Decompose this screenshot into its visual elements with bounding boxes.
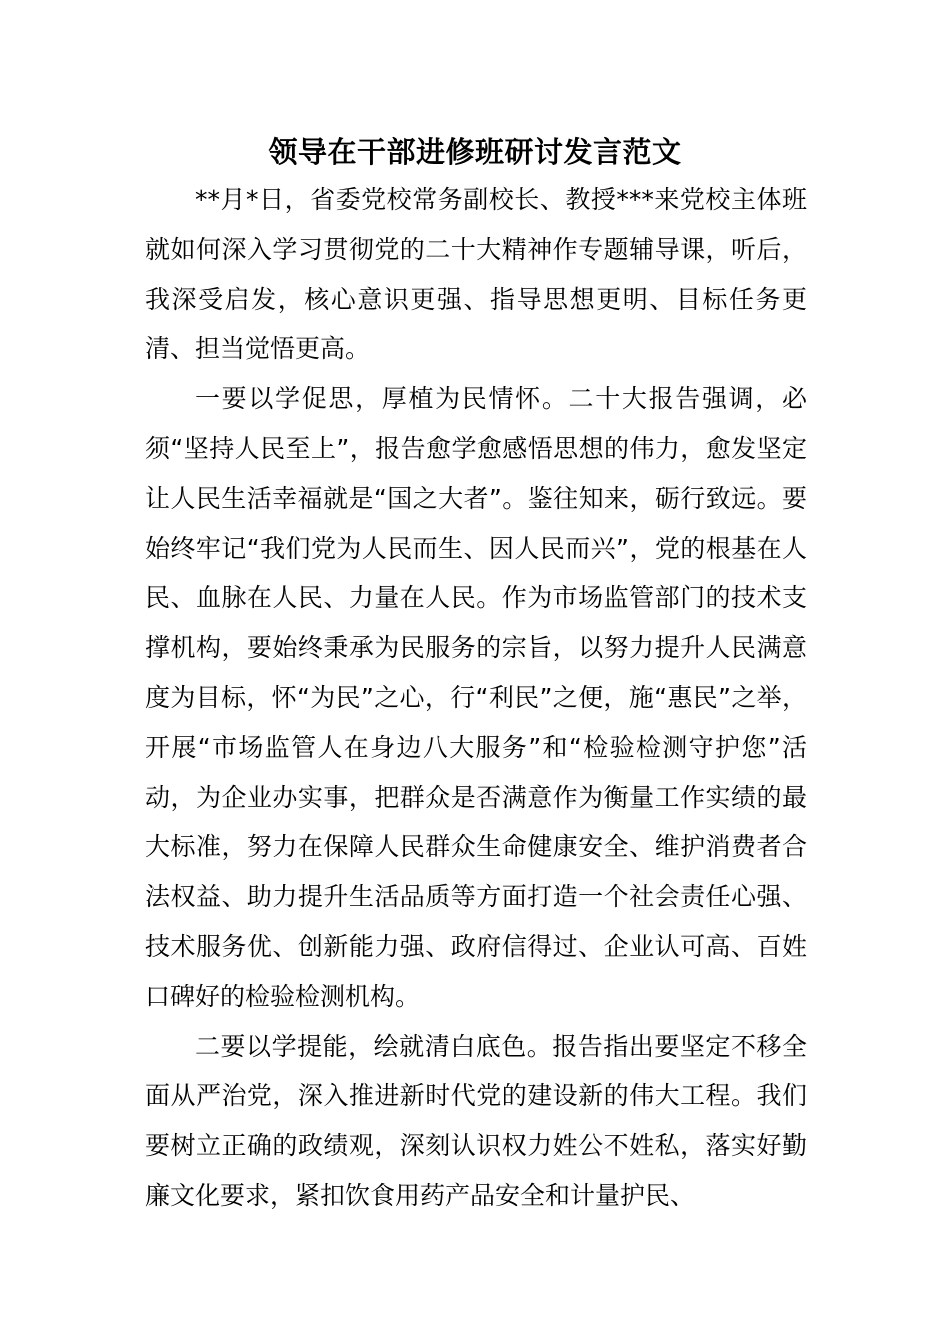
paragraph-point-two: 二要以学提能，绘就清白底色。报告指出要坚定不移全面从严治党，深入推进新时代党的建设新的伟大工程。我们要树立正确的政绩观，深刻认识权力姓公不姓私，落实好勤廉文化要求，紧扣饮食用药产品安全和计量护民、 xyxy=(145,1031,807,1210)
document-body xyxy=(145,175,807,1221)
document-title: 领导在干部进修班研讨发言范文 xyxy=(268,135,682,169)
paragraph-intro: **月*日，省委党校常务副校长、教授***来党校主体班就如何深入学习贯彻党的二十大精神作专题辅导课，听后，我深受启发，核心意识更强、指导思想更明、目标任务更清、担当觉悟更高。 xyxy=(145,185,807,364)
paragraph-point-one: 一要以学促思，厚植为民情怀。二十大报告强调，必须“坚持人民至上”，报告愈学愈感悟思想的伟力，愈发坚定让人民生活幸福就是“国之大者”。鉴往知来，砺行致远。要始终牢记“我们党为人民而生、因人民而兴”，党的根基在人民、血脉在人民、力量在人民。作为市场监管部门的技术支撑机构，要始终秉承为民服务的宗旨，以努力提升人民满意度为目标，怀“为民”之心，行“利民”之便，施“惠民”之举，开展“市场监管人在身边八大服务”和“检验检测守护您”活动，为企业办实事，把群众是否满意作为衡量工作实绩的最大标准，努力在保障人民群众生命健康安全、维护消费者合法权益、助力提升生活品质等方面打造一个社会责任心强、技术服务优、创新能力强、政府信得过、企业认可高、百姓口碑好的检验检测机构。 xyxy=(145,384,807,1011)
